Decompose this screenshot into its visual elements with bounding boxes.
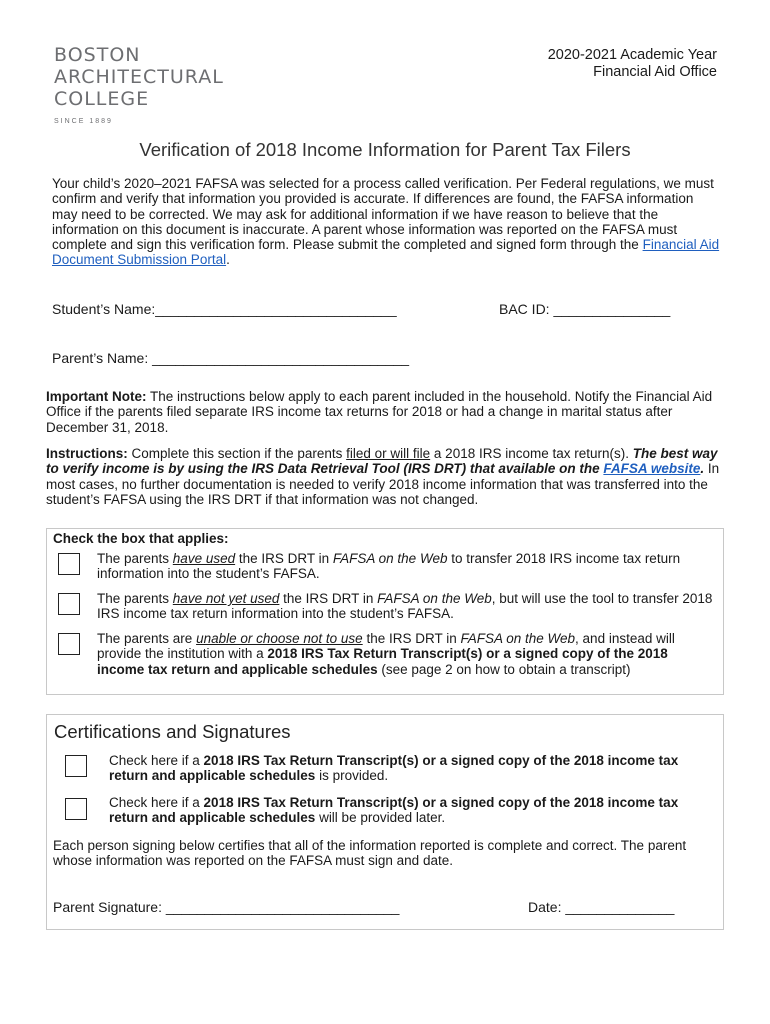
date-field[interactable]: Date: ______________ <box>528 899 675 915</box>
academic-year: 2020-2021 Academic Year <box>547 47 717 63</box>
cert1-bold: 2018 IRS Tax Return Transcript(s) or a signed copy of the 2018 income tax return and applicable schedules <box>109 753 679 784</box>
check-section-heading: Check the box that applies: <box>53 531 229 546</box>
important-note-label: Important Note: <box>46 389 147 404</box>
option-1-text <box>97 551 717 582</box>
instructions-label: Instructions: <box>46 446 128 461</box>
page-title: Verification of 2018 Income Information for Parent Tax Filers <box>139 139 631 160</box>
option-1-checkbox[interactable] <box>58 553 80 575</box>
opt3-mid: the IRS DRT in <box>362 631 461 646</box>
certification-statement: Each person signing below certifies that all of the information reported is complete and correct. The parent whose information was reported on the FAFSA must sign and date. <box>53 838 687 869</box>
header-info <box>548 47 717 81</box>
option-3-text <box>97 631 717 677</box>
opt2-post: , but will use the tool to transfer 2018 IRS income tax return information into the student’s FAFSA. <box>97 591 713 622</box>
student-name-field[interactable]: Student’s Name:_______________________________ <box>52 301 397 317</box>
cert2-pre: Check here if a <box>109 795 204 810</box>
opt2-it: FAFSA on the Web <box>377 591 492 606</box>
opt1-u: have used <box>172 551 236 566</box>
instructions-emphasis-end: . <box>700 461 705 477</box>
submission-portal-link[interactable]: Financial Aid Document Submission Portal <box>52 237 720 268</box>
opt2-u: have not yet used <box>172 591 280 606</box>
instructions-text-1: Complete this section if the parents <box>127 446 347 461</box>
opt3-u: unable or choose not to use <box>196 631 363 646</box>
parent-signature-field[interactable]: Parent Signature: ______________________________ <box>53 899 400 915</box>
option-2-checkbox[interactable] <box>58 593 80 615</box>
college-logo <box>54 44 224 125</box>
opt3-pre: The parents are <box>97 631 197 646</box>
opt3-tail: (see page 2 on how to obtain a transcript) <box>377 661 631 677</box>
option-3-checkbox[interactable] <box>58 633 80 655</box>
logo-line-2: ARCHITECTURAL <box>54 66 224 88</box>
instructions-text-2: a 2018 IRS income tax return(s). <box>430 446 630 461</box>
instructions-text-3: In most cases, no further documentation is needed to verify 2018 income information that was transferred into the student’s FAFSA using the IRS DRT if that information was not changed. <box>46 461 720 507</box>
opt1-post: to transfer 2018 IRS income tax return information into the student’s FAFSA. <box>97 551 681 582</box>
fafsa-website-link[interactable]: FAFSA website <box>603 461 701 477</box>
opt3-it: FAFSA on the Web <box>460 631 576 646</box>
opt1-it: FAFSA on the Web <box>332 551 448 566</box>
cert-later-text <box>109 795 714 826</box>
bac-id-field[interactable]: BAC ID: _______________ <box>499 301 671 317</box>
cert2-post: will be provided later. <box>315 810 446 826</box>
cert2-bold: 2018 IRS Tax Return Transcript(s) or a signed copy of the 2018 income tax return and applicable schedules <box>109 795 679 826</box>
certifications-section <box>46 714 724 930</box>
cert1-post: is provided. <box>315 768 389 784</box>
opt2-pre: The parents <box>97 591 173 606</box>
cert1-pre: Check here if a <box>109 753 204 768</box>
office-name: Financial Aid Office <box>593 64 717 80</box>
cert-provided-text <box>109 753 714 784</box>
intro-text: Your child’s 2020–2021 FAFSA was selected for a process called verification. Per Federal regulations, we must confirm and verify that information you provided is accurate. If differences are found, the FAFSA information may need to be corrected. We may ask for additional information if we have reason to believe that the information on this document is inaccurate. A parent whose information was reported on the FAFSA must complete and sign this verification form. Please submit the completed and signed form through the <box>52 176 714 253</box>
cert-provided-checkbox[interactable] <box>65 755 87 777</box>
option-2-text <box>97 591 717 622</box>
instructions <box>46 446 726 507</box>
intro-paragraph <box>52 176 722 268</box>
opt3-bold: 2018 IRS Tax Return Transcript(s) or a signed copy of the 2018 income tax return and applicable schedules <box>97 646 668 677</box>
important-note-text: The instructions below apply to each parent included in the household. Notify the Financial Aid Office if the parents filed separate IRS income tax returns for 2018 or had a change in marital status after December 31, 2018. <box>46 389 713 435</box>
instructions-emphasis: The best way to verify income is by using the IRS Data Retrieval Tool (IRS DRT) that available on the <box>46 446 718 477</box>
opt3-post: , and instead will provide the institution with a <box>97 631 675 662</box>
opt2-mid: the IRS DRT in <box>279 591 378 606</box>
check-box-section <box>46 528 724 695</box>
intro-end: . <box>226 252 230 268</box>
logo-line-3: COLLEGE <box>54 88 150 110</box>
opt1-mid: the IRS DRT in <box>235 551 333 566</box>
important-note <box>46 389 726 435</box>
cert-later-checkbox[interactable] <box>65 798 87 820</box>
opt1-pre: The parents <box>97 551 173 566</box>
instructions-underlined: filed or will file <box>346 446 431 461</box>
logo-line-1: BOSTON <box>54 44 141 66</box>
logo-since: SINCE 1889 <box>54 118 113 125</box>
parent-name-field[interactable]: Parent’s Name: _________________________________ <box>52 350 410 366</box>
certifications-heading: Certifications and Signatures <box>54 721 291 742</box>
